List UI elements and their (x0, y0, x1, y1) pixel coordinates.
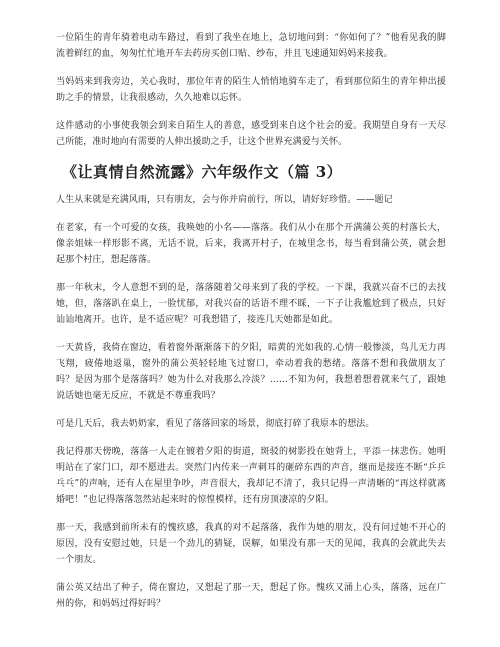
paragraph-dandelion: 蒲公英又结出了种子，倚在窗边，又想起了那一天，想起了你。愧疚又涌上心头，落落，远在广州的你，和妈妈过得好吗？ (56, 583, 446, 609)
paragraph-society-love: 这件感动的小事使我领会到来自陌生人的善意，感受到来自这个社会的爱。我期望自身有一天尽己所能，准时地向有需要的人伸出援助之手，让这个世界充满爱与关怀。 (56, 121, 446, 147)
paragraph-guilt: 那一天，我感到前所未有的愧疚感，我真的对不起落落，我作为她的朋友，没有问过她不开心的原因，没有安慰过她，只是一个劲儿的猜疑，误解，如果没有那一天的见闻，我真的会就此失去一个朋友。 (56, 523, 446, 565)
paragraph-dusk: 一天黄昏，我倚在窗边，看着窗外渐渐落下的夕阳，暗黄的光如我的.心情一般惨淡，鸟儿无力再飞翔，疲倦地返巢，窗外的蒲公英轻轻地飞过窗口，牵动着我的愁绪。落落不想和我做朋友了吗？是因为那个是落落吗？她为什么对我那么冷淡？……不知为何，我想着想着就来气了，跟她说话她也毫无反应，不就是不尊重我吗？ (56, 343, 446, 401)
document-page (56, 30, 446, 624)
paragraph-epigraph: 人生从来就是充满风雨，只有朋友，会与你并肩前行，所以，请好好珍惜。——题记 (56, 195, 393, 205)
paragraph-evening-street: 我记得那天傍晚，落落一人走在镀着夕阳的街道，斑驳的树影投在她背上，平添一抹悲伤。她明明站在了家门口，却不愿进去。突然门内传来一声刺耳的砸碎东西的声音，继而是接连不断“乒乒乓乓”的声响，还有人在屋里争吵，声音很大，我却记不清了，我只记得一声清晰的“再这样就离婚吧！”也记得落落忽然站起来时的惊惶模样，还有房顶凄凉的夕阳。 (56, 447, 446, 505)
paragraph-stranger-leaves: 当妈妈来到我旁边，关心我时，那位年青的陌生人悄悄地骑车走了，看到那位陌生的青年伸出援助之手的情景，让我很感动，久久地难以忘怀。 (56, 77, 446, 103)
paragraph-grandma: 可是几天后，我去奶奶家，看见了落落回家的场景，彻底打碎了我原本的想法。 (56, 419, 375, 429)
paragraph-hometown: 在老家，有一个可爱的女孩，我唤她的小名——落落。我们从小在那个开满蒲公英的村落长大，像亲姐妹一样形影不离，无话不说，后来，我离开村子，在城里念书，每当看到蒲公英，就会想起那个村庄，想起落落。 (56, 223, 446, 265)
paragraph-autumn: 那一年秋末，令人意想不到的是，落落随着父母来到了我的学校。一下课，我就兴奋不已的去找她，但，落落趴在桌上，一脸忧郁，对我兴奋的话语不理不睬，一下子让我尴尬到了极点，只好讪讪地离开。也许，是不适应呢？可我想错了，接连几天她都是如此。 (56, 283, 446, 325)
paragraph-stranger-helps: 一位陌生的青年骑着电动车路过，看到了我坐在地上，急切地问到：“你如何了？”他看见我的脚流着鲜红的血，匆匆忙忙地开车去药房买创口贴、纱布，并且飞速通知妈妈来接我。 (56, 33, 446, 59)
section-heading: 《让真情自然流露》六年级作文（篇 3） (62, 163, 343, 181)
